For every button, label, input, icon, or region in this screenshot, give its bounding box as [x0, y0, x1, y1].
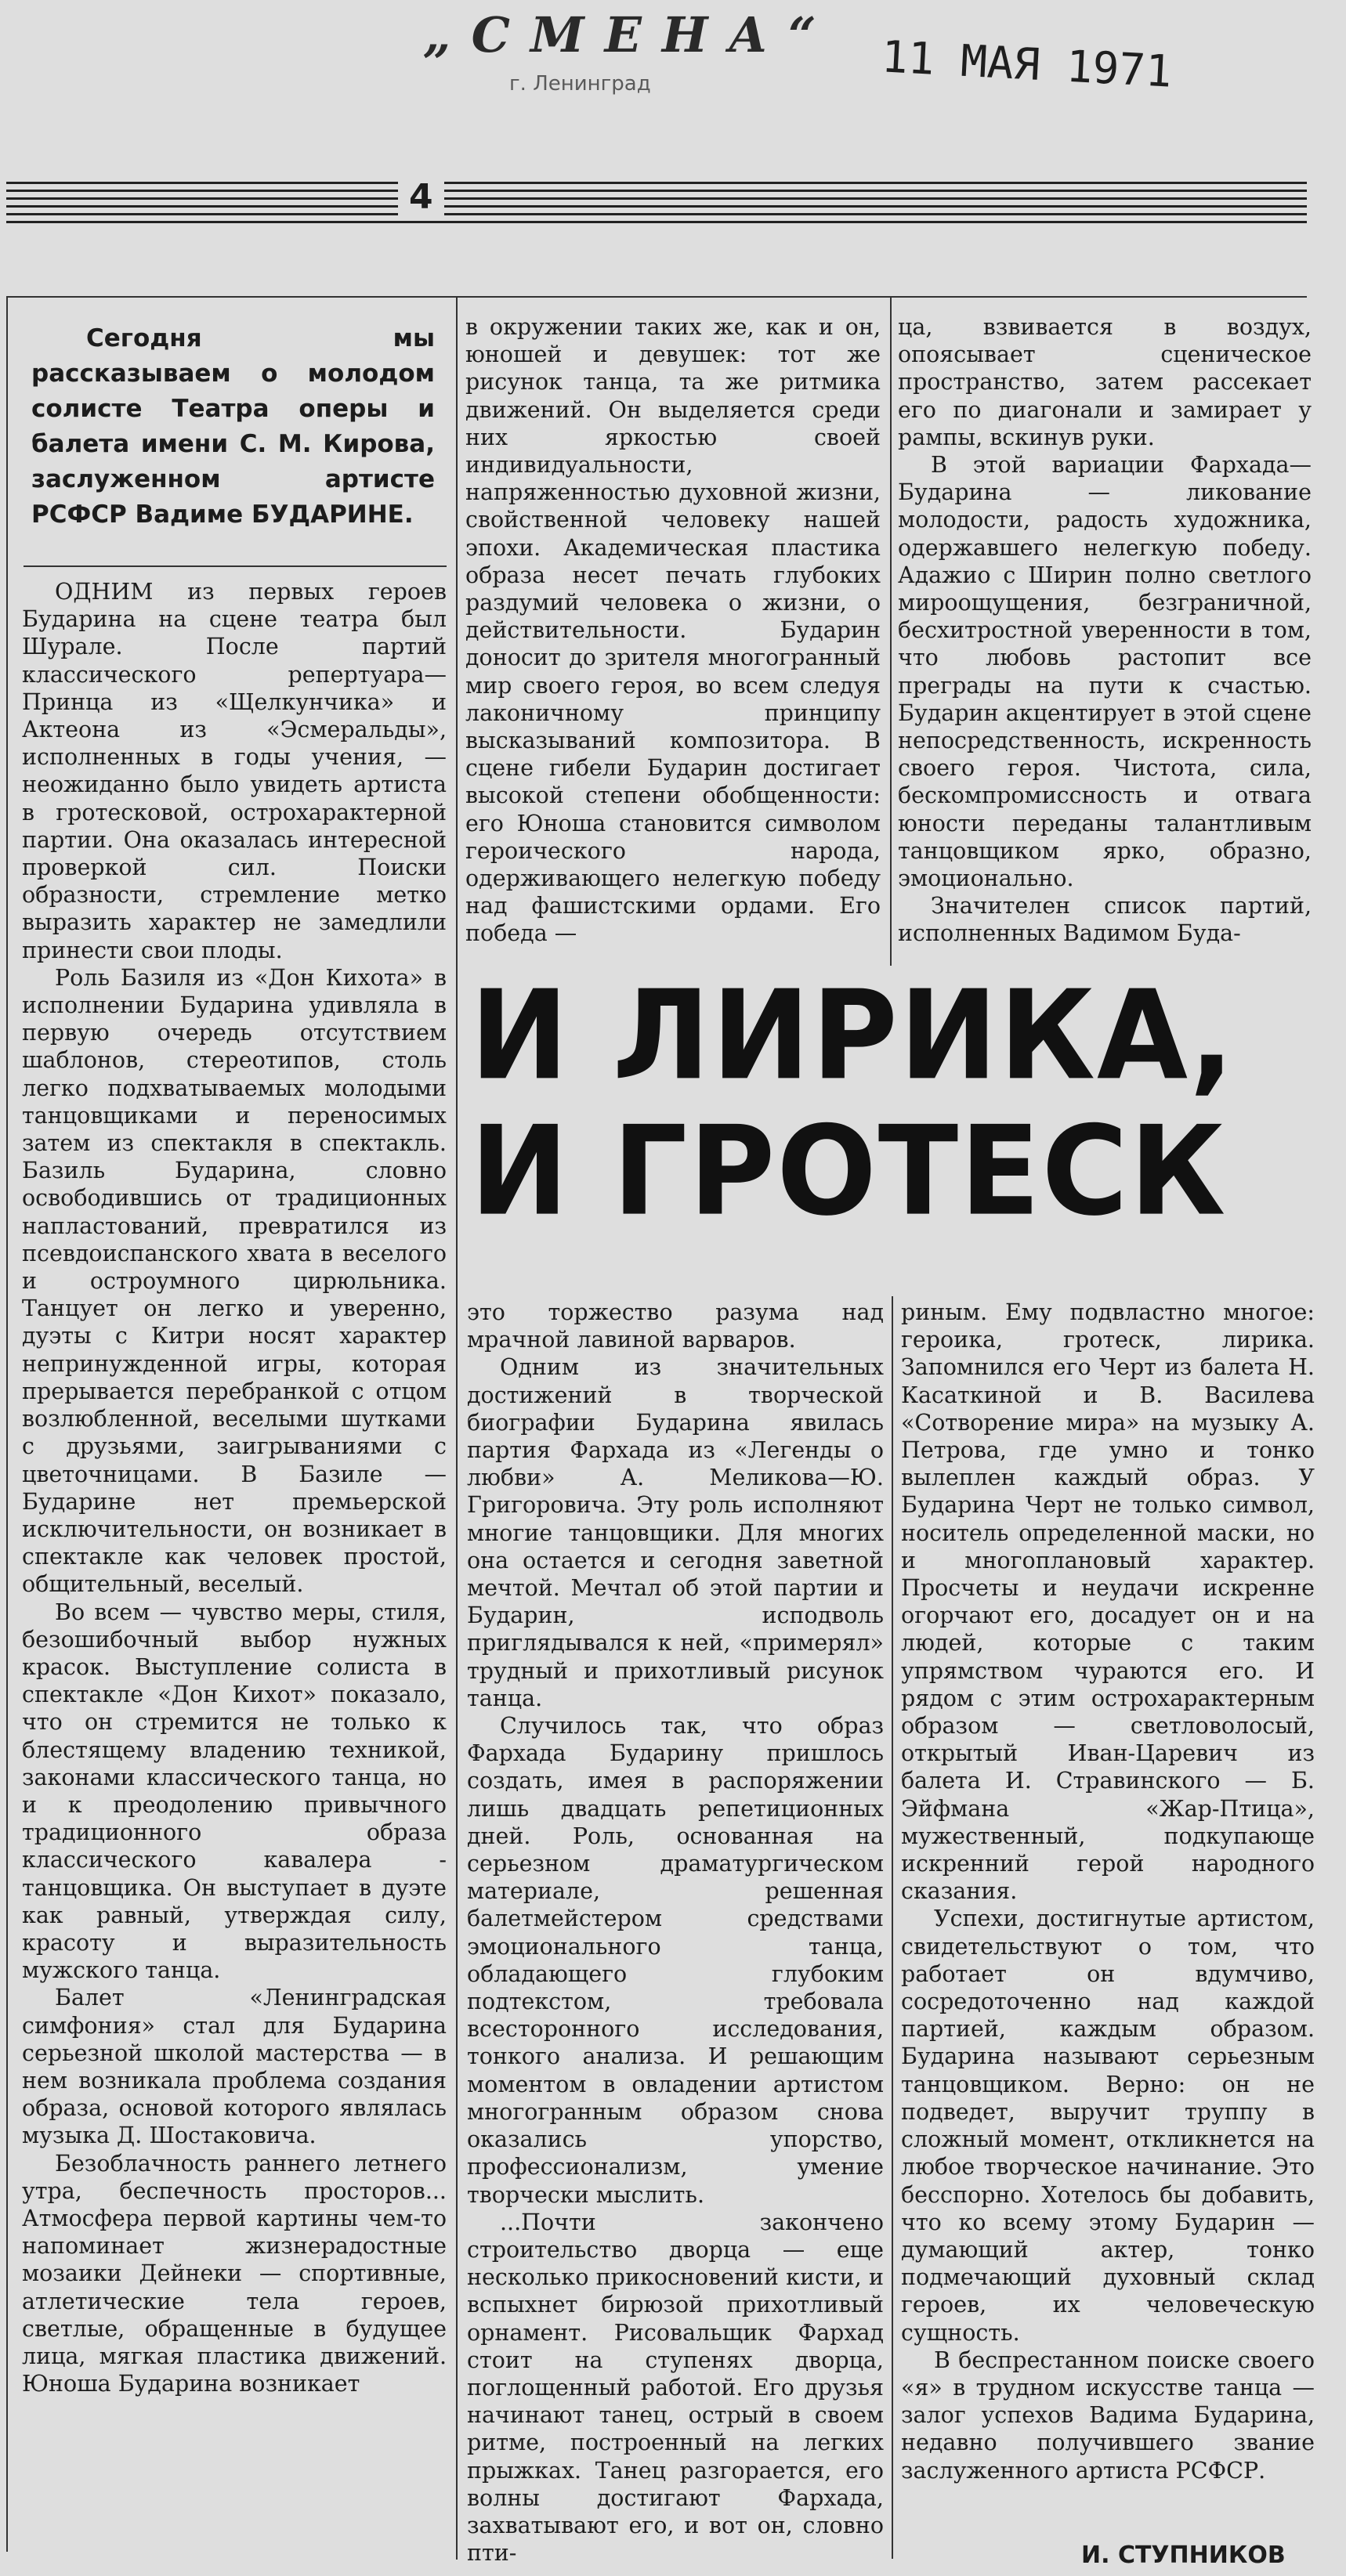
paragraph: в окружении таких же, как и он, юношей и девушек: тот же рисунок танца, та же ритмика движений. Он выделяется среди них яркостью своей индивидуальности, напряженностью духовной жизни, свойственной человеку нашей эпохи. Академическая пластика образа несет печать глубоких раздумий человека о жизни, о действительности. Бударин доносит до зрителя многогранный мир своего героя, во всем следуя лаконичному принципу высказываний композитора. В сцене гибели Бударин достигает высокой степени обобщенности: его Юноша становится символом героического народа, одерживающего нелегкую победу над фашистскими ордами. Его победа —: [465, 314, 881, 947]
paragraph: риным. Ему подвластно многое: героика, гротеск, лирика. Запомнился его Черт из балета Н. Касаткиной и В. Василева «Сотворение мира» на музыку А. Петрова, где умно и тонко вылеплен каждый образ. У Бударина Черт не только символ, носитель определенной маски, но и многоплановый характер. Просчеты и неудачи искренне огорчают его, досадует он и на людей, которые с таким упрямством чураются его. И рядом с этим острохарактерным образом — светловолосый, открытый Иван-Царевич из балета И. Стравинского — Б. Эйфмана «Жар-Птица», мужественный, подкупающе искренний герой народного сказания.: [901, 1299, 1315, 1905]
paragraph: Успехи, достигнутые артистом, свидетельствуют о том, что работает он вдумчиво, сосредоточенно над каждой партией, каждым образом. Бударина называют серьезным танцовщиком. Верно: он не подведет, выручит труппу в сложный момент, откликнется на любое творческое начинание. Это бесспорно. Хотелось бы добавить, что ко всему этому Бударин — думающий актер, тонко подмечающий духовный склад героев, их человеческую сущность.: [901, 1906, 1315, 2346]
article-column-2: [465, 313, 881, 948]
column-rule: [6, 296, 8, 2552]
article-column-2-continued: [467, 1299, 884, 2567]
paragraph: В беспрестанном поиске своего «я» в трудном искусстве танца — залог успехов Вадима Бударина, недавно получившего звание заслуженного артиста РСФСР.: [901, 2347, 1315, 2484]
paragraph: ОДНИМ из первых героев Бударина на сцене театра был Шурале. После партий классического репертуара—Принца из «Щелкунчика» и Актеона из «Эсмеральды», исполненных в годы учения, — неожиданно было увидеть артиста в гротесковой, острохарактерной партии. Она оказалась интересной проверкой сил. Поиски образности, стремление метко выразить характер не замедлили принести свои плоды.: [22, 579, 447, 963]
headline-line: И ГРОТЕСК: [470, 1100, 1228, 1244]
article-column-1: [22, 578, 447, 2397]
column-rule: [456, 296, 458, 2560]
author-signature: И. СТУПНИКОВ: [1081, 2542, 1286, 2569]
header-rule: [6, 182, 1307, 184]
article-headline: [470, 964, 1316, 1244]
paragraph: Роль Базиля из «Дон Кихота» в исполнении Бударина удивляла в первую очередь отсутствием шаблонов, стереотипов, столь легко подхватываемых молодыми танцовщиками и переносимых затем из спектакля в спектакль. Базиль Бударина, словно освободившись от традиционных напластований, превратился из псевдоиспанского хвата в веселого и остроумного цирюльника. Танцует он легко и уверенно, дуэты с Китри носят характер непринужденной игры, которая прерывается перебранкой с отцом возлюбленной, веселыми шутками с друзьями, заигрываниями с цветочницами. В Базиле — Бударине нет премьерской исключительности, он возникает в спектакле как человек простой, общительный, веселый.: [22, 964, 447, 1598]
newspaper-title: „СМЕНА“: [423, 6, 837, 63]
headline-line: И ЛИРИКА,: [470, 964, 1236, 1108]
paragraph: Балет «Ленинградская симфония» стал для Бударина серьезной школой мастерства — в нем возникала проблема создания образа, основой которого являлась музыка Д. Шостаковича.: [22, 1985, 447, 2149]
paragraph: ца, взвивается в воздух, опоясывает сценическое пространство, затем рассекает его по диагонали и замирает у рампы, вскинув руки.: [898, 314, 1312, 450]
lead-paragraph: Сегодня мы рассказываем о молодом солисте Театра оперы и балета имени С. М. Кирова, заслуженном артисте РСФСР Вадиме БУДАРИНЕ.: [31, 324, 435, 529]
paragraph: Одним из значительных достижений в творческой биографии Бударина явилась партия Фархада из «Легенды о любви» А. Меликова—Ю. Григоровича. Эту роль исполняют многие танцовщики. Для многих она остается и сегодня заветной мечтой. Мечтал об этой партии и Бударин, исподволь приглядывался к ней, «примерял» трудный и прихотливый рисунок танца.: [467, 1354, 884, 1711]
lead-divider: [24, 565, 447, 567]
paragraph: Случилось так, что образ Фархада Бударину пришлось создать, имея в распоряжении лишь двадцать репетиционных дней. Роль, основанная на серьезном драматургическом материале, решенная балетмейстером средствами эмоционального танца, обладающего глубоким подтекстом, требовала всесторонного исследования, тонкого анализа. И решающим моментом в овладении артистом многогранным образом снова оказались упорство, профессионализм, умение творчески мыслить.: [467, 1713, 884, 2208]
header-rule: [6, 205, 1307, 208]
top-divider: [6, 296, 1307, 298]
paragraph: Во всем — чувство меры, стиля, безошибочный выбор нужных красок. Выступление солиста в спектакле «Дон Кихот» показало, что он стремится не только к блестящему владению техникой, законами классического танца, но и к преодолению привычного традиционного образа классического кавалера - танцовщика. Он выступает в дуэте как равный, утверждая силу, красоту и выразительность мужского танца.: [22, 1599, 447, 1984]
header-rule: [6, 197, 1307, 200]
paragraph: Безоблачность раннего летнего утра, беспечность просторов... Атмосфера первой картины чем-то напоминает жизнерадостные мозаики Дейнеки — спортивные, атлетические тела героев, светлые, обращенные в будущее лица, мягкая пластика движений. Юноша Бударина возникает: [22, 2150, 447, 2397]
header-rule: [6, 221, 1307, 223]
paragraph: это торжество разума над мрачной лавиной варваров.: [467, 1299, 884, 1353]
paragraph: В этой вариации Фархада—Бударина — ликование молодости, радость художника, одержавшего нелегкую победу. Адажио с Ширин полно светлого мироощущения, безграничной, бесхитростной уверенности в том, что любовь растопит все преграды на пути к счастью. Бударин акцентирует в этой сцене непосредственность, искренность своего героя. Чистота, сила, бескомпромиссность и отвага юности переданы талантливым танцовщиком ярко, образно, эмоционально.: [898, 452, 1312, 892]
newspaper-city: г. Ленинград: [509, 72, 651, 96]
date-stamp: 11 МАЯ 1971: [880, 31, 1174, 98]
header-rule: [6, 190, 1307, 192]
paragraph: Значителен список партий, исполненных Вадимом Буда-: [898, 893, 1312, 947]
article-column-3-continued: [901, 1299, 1315, 2484]
column-rule: [890, 296, 892, 966]
article-column-3: [898, 313, 1312, 948]
header-rule: [6, 213, 1307, 215]
column-rule: [892, 1296, 893, 2559]
page-number: 4: [398, 177, 444, 217]
paragraph: ...Почти закончено строительство дворца — еще несколько прикосновений кисти, и вспыхнет бирюзой прихотливый орнамент. Рисовальщик Фархад стоит на ступенях дворца, поглощенный работой. Его друзья начинают танец, острый в своем ритме, построенный на легких прыжках. Танец разгорается, его волны достигают Фархада, захватывают его, и вот он, словно пти-: [467, 2209, 884, 2567]
